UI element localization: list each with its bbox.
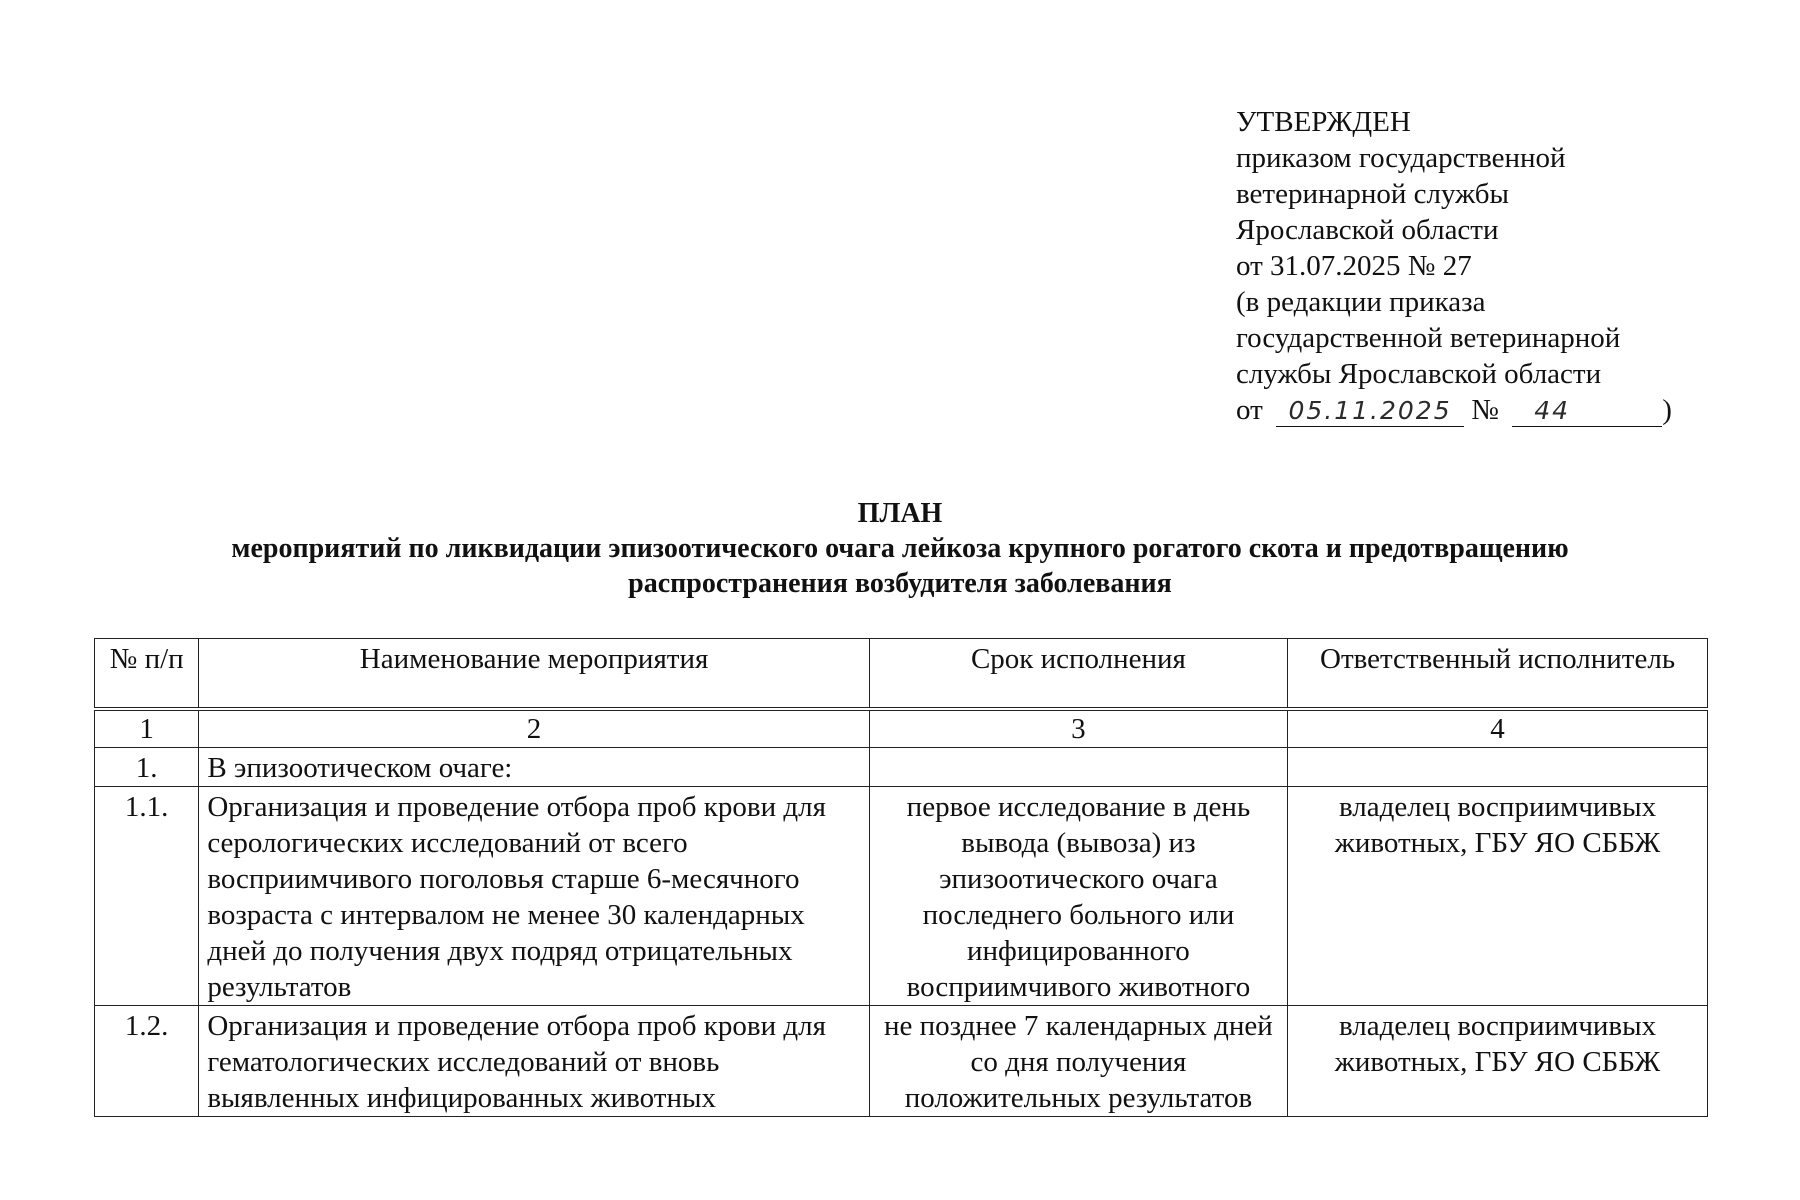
header-responsible: Ответственный исполнитель (1288, 639, 1708, 710)
row-number: 1. (95, 748, 199, 787)
column-number: 1 (95, 709, 199, 748)
edition-number-label: № (1471, 394, 1499, 426)
column-number-row (95, 709, 1708, 748)
column-number: 4 (1288, 709, 1708, 748)
header-name: Наименование мероприятия (199, 639, 869, 710)
row-responsible (1288, 748, 1708, 787)
approval-line: государственной ветеринарной (1236, 322, 1621, 354)
header-number: № п/п (95, 639, 199, 710)
edition-prefix: от (1236, 394, 1263, 426)
table-row (95, 748, 1708, 787)
approval-line: (в редакции приказа (1236, 286, 1486, 318)
edition-line (1236, 392, 1756, 428)
approval-line: Ярославской области (1236, 214, 1499, 246)
row-responsible: владелец восприимчивых животных, ГБУ ЯО СББЖ (1288, 787, 1708, 1006)
table-row (95, 787, 1708, 1006)
table-row (95, 1006, 1708, 1117)
column-number: 3 (869, 709, 1287, 748)
approval-stamp (1236, 104, 1756, 428)
row-name: Организация и проведение отбора проб крови для гематологических исследований от вновь выявленных инфицированных животных (199, 1006, 869, 1117)
row-number: 1.1. (95, 787, 199, 1006)
document-title (0, 496, 1800, 601)
approval-line: от 31.07.2025 № 27 (1236, 250, 1472, 282)
approval-line: службы Ярославской области (1236, 358, 1602, 390)
row-term: первое исследование в день вывода (вывоза) из эпизоотического очага последнего больного или инфицированного восприимчивого животного (869, 787, 1287, 1006)
approval-line: приказом государственной (1236, 142, 1566, 174)
row-term: не позднее 7 календарных дней со дня получения положительных результатов (869, 1006, 1287, 1117)
edition-close: ) (1662, 394, 1672, 426)
header-term: Срок исполнения (869, 639, 1287, 710)
plan-table (94, 638, 1708, 1117)
handwritten-date: 05.11.2025 (1276, 396, 1464, 427)
row-name: В эпизоотическом очаге: (199, 748, 869, 787)
row-name: Организация и проведение отбора проб крови для серологических исследований от всего восприимчивого поголовья старше 6-месячного возраста с интервалом не менее 30 календарных дней до получения двух подряд отрицательных результатов (199, 787, 869, 1006)
handwritten-number: 44 (1512, 396, 1662, 427)
row-number: 1.2. (95, 1006, 199, 1117)
row-responsible: владелец восприимчивых животных, ГБУ ЯО СББЖ (1288, 1006, 1708, 1117)
row-term (869, 748, 1287, 787)
table-header-row (95, 639, 1708, 710)
approval-line: УТВЕРЖДЕН (1236, 106, 1411, 138)
column-number: 2 (199, 709, 869, 748)
approval-line: ветеринарной службы (1236, 178, 1509, 210)
title-heading: ПЛАН (857, 498, 943, 529)
title-subtitle: мероприятий по ликвидации эпизоотического очага лейкоза крупного рогатого скота и предотвращению распространения возбудителя заболевания (231, 533, 1569, 599)
